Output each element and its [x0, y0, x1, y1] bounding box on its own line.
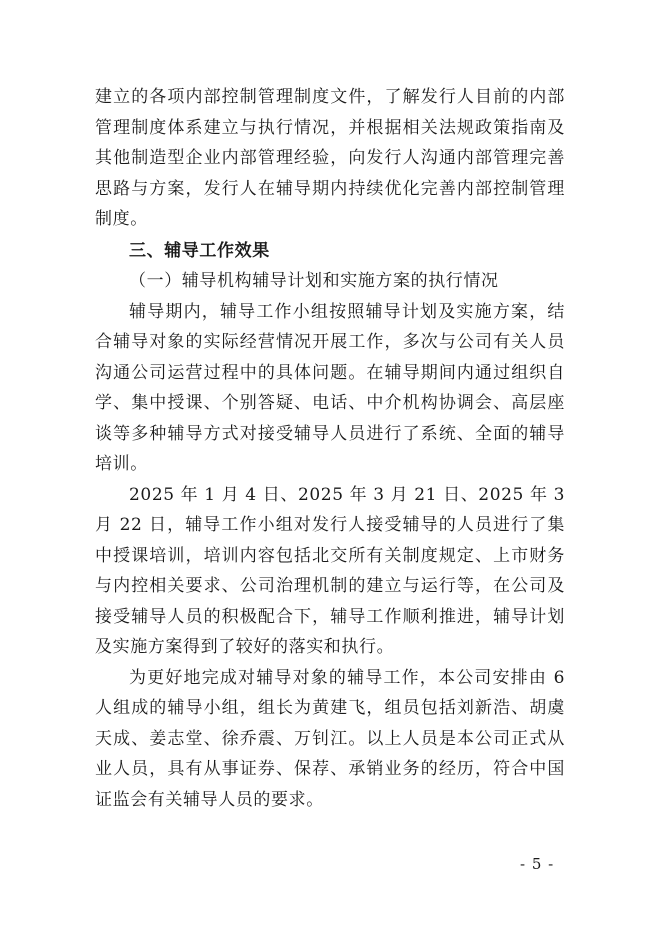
document-body: [95, 82, 565, 815]
subsection-heading-plan-execution: （一）辅导机构辅导计划和实施方案的执行情况: [129, 271, 499, 291]
paragraph-guidance-period: 辅导期内，辅导工作小组按照辅导计划及实施方案，结合辅导对象的实际经营情况开展工作，多次与公司有关人员沟通公司运营过程中的具体问题。在辅导期间内通过组织自学、集中授课、个别答疑、电话、中介机构协调会、高层座谈等多种辅导方式对接受辅导人员进行了系统、全面的辅导培训。: [95, 301, 565, 474]
section-heading-effects: 三、辅导工作效果: [129, 240, 270, 261]
paragraph-internal-control: 建立的各项内部控制管理制度文件，了解发行人目前的内部管理制度体系建立与执行情况，并根据相关法规政策指南及其他制造型企业内部管理经验，向发行人沟通内部管理完善思路与方案，发行人在辅导期内持续优化完善内部控制管理制度。: [95, 87, 565, 229]
paragraph-guidance-team: 为更好地完成对辅导对象的辅导工作，本公司安排由 6 人组成的辅导小组，组长为黄建飞，组员包括刘新浩、胡虞天成、姜志堂、徐乔震、万钊江。以上人员是本公司正式从业人员，具有从事证券、保荐、承销业务的经历，符合中国证监会有关辅导人员的要求。: [95, 667, 565, 810]
paragraph-training-dates: 2025 年 1 月 4 日、2025 年 3 月 21 日、2025 年 3 月 22 日，辅导工作小组对发行人接受辅导的人员进行了集中授课培训，培训内容包括北交所有关制度规定、上市财务与内控相关要求、公司治理机制的建立与运行等，在公司及接受辅导人员的积极配合下，辅导工作顺利推进，辅导计划及实施方案得到了较好的落实和执行。: [95, 484, 565, 657]
page-number: - 5 -: [520, 855, 555, 873]
